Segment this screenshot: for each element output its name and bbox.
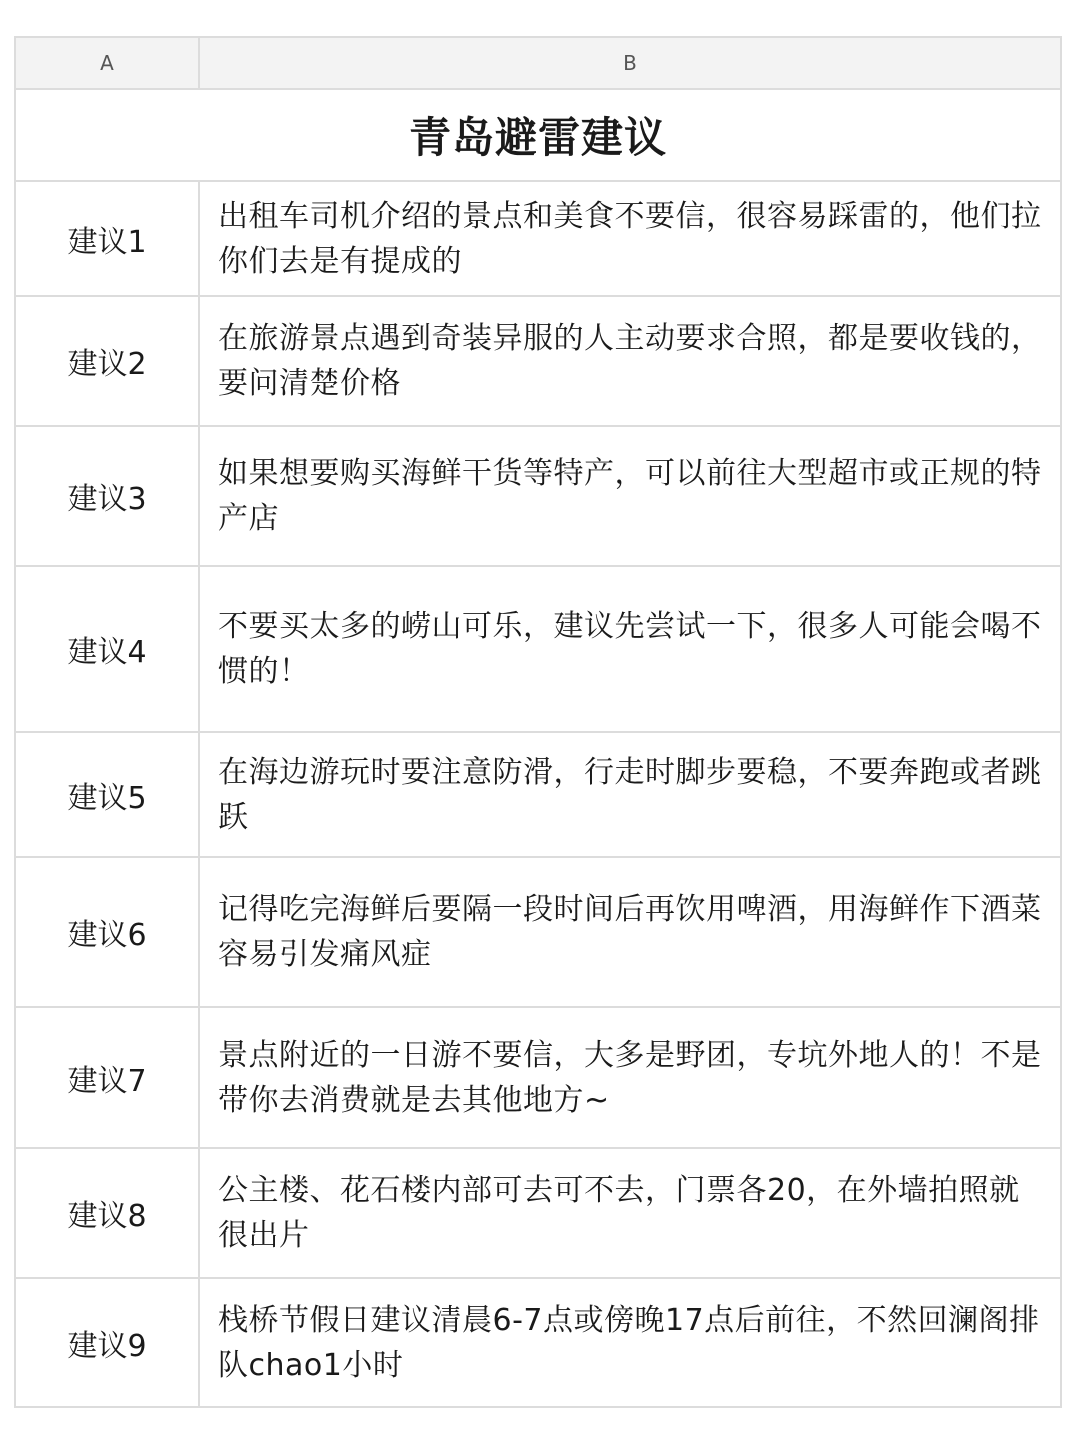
title-row [15,89,1061,181]
row-content[interactable]: 栈桥节假日建议清晨6-7点或傍晚17点后前往，不然回澜阁排队chao1小时 [199,1278,1061,1407]
column-header-b[interactable]: B [199,37,1061,89]
table-row [15,1148,1061,1278]
row-label[interactable]: 建议5 [15,732,199,857]
table-row [15,181,1061,296]
table-row [15,296,1061,426]
row-label[interactable]: 建议7 [15,1007,199,1148]
column-header-row [15,37,1061,89]
table-row [15,1278,1061,1407]
table-row [15,732,1061,857]
row-label[interactable]: 建议6 [15,857,199,1007]
row-label[interactable]: 建议1 [15,181,199,296]
row-label[interactable]: 建议2 [15,296,199,426]
column-header-a[interactable]: A [15,37,199,89]
row-content[interactable]: 如果想要购买海鲜干货等特产，可以前往大型超市或正规的特产店 [199,426,1061,566]
row-label[interactable]: 建议8 [15,1148,199,1278]
table-row [15,566,1061,732]
row-content[interactable]: 在旅游景点遇到奇装异服的人主动要求合照，都是要收钱的，要问清楚价格 [199,296,1061,426]
row-content[interactable]: 不要买太多的崂山可乐，建议先尝试一下，很多人可能会喝不惯的！ [199,566,1061,732]
row-content[interactable]: 记得吃完海鲜后要隔一段时间后再饮用啤酒，用海鲜作下酒菜容易引发痛风症 [199,857,1061,1007]
row-label[interactable]: 建议4 [15,566,199,732]
table-row [15,426,1061,566]
spreadsheet-table [14,36,1062,1408]
table-row [15,857,1061,1007]
row-label[interactable]: 建议9 [15,1278,199,1407]
row-content[interactable]: 公主楼、花石楼内部可去可不去，门票各20，在外墙拍照就很出片 [199,1148,1061,1278]
table-row [15,1007,1061,1148]
sheet-title[interactable]: 青岛避雷建议 [15,89,1061,181]
row-content[interactable]: 景点附近的一日游不要信，大多是野团，专坑外地人的！不是带你去消费就是去其他地方~ [199,1007,1061,1148]
row-content[interactable]: 出租车司机介绍的景点和美食不要信，很容易踩雷的，他们拉你们去是有提成的 [199,181,1061,296]
row-label[interactable]: 建议3 [15,426,199,566]
row-content[interactable]: 在海边游玩时要注意防滑，行走时脚步要稳，不要奔跑或者跳跃 [199,732,1061,857]
